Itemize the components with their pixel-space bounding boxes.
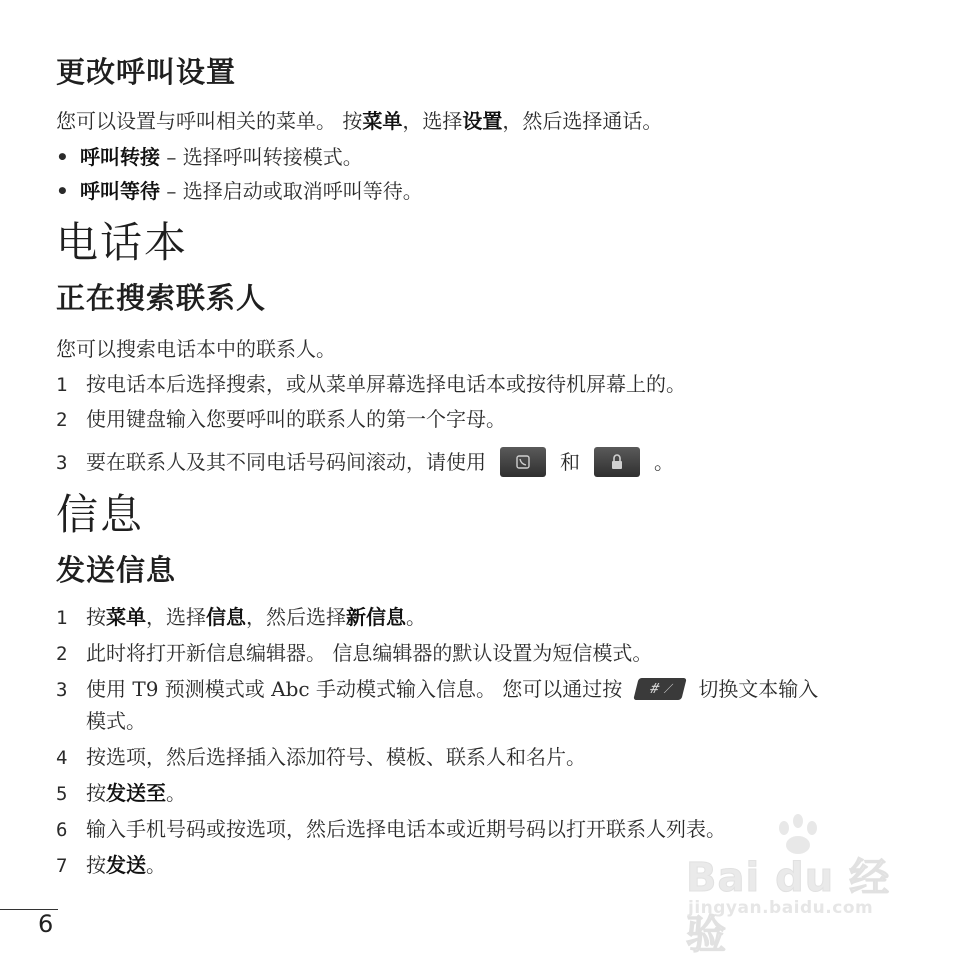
page-number: 6 [38, 910, 54, 938]
subsection-title-send-message: 发送信息 [56, 553, 177, 587]
section-title-messages: 信息 [56, 490, 145, 539]
bullet-call-waiting: • 呼叫等待 – 选择启动或取消呼叫等待。 [56, 179, 423, 203]
call-settings-intro: 您可以设置与呼叫相关的菜单。 按菜单，选择设置，然后选择通话。 [56, 109, 663, 133]
hash-key-icon: # ⁄ [634, 678, 687, 700]
lock-key-icon [594, 447, 640, 477]
phonebook-intro: 您可以搜索电话本中的联系人。 [56, 337, 336, 361]
message-step: 7 按发送。 [56, 853, 166, 877]
phonebook-step: 3 要在联系人及其不同电话号码间滚动，请使用 和 。 [56, 446, 674, 479]
message-step: 6 输入手机号码或按选项，然后选择电话本或近期号码以打开联系人列表。 [56, 817, 726, 841]
message-step: 5 按发送至。 [56, 781, 186, 805]
phonebook-step: 2 使用键盘输入您要呼叫的联系人的第一个字母。 [56, 407, 506, 431]
baidu-watermark: Bai du 经验 jingyan.baidu.com [684, 812, 914, 922]
message-step: 2 此时将打开新信息编辑器。 信息编辑器的默认设置为短信模式。 [56, 641, 653, 665]
section-title-phonebook: 电话本 [56, 218, 189, 267]
phonebook-step: 1 按电话本后选择搜索，或从菜单屏幕选择电话本或按待机屏幕上的。 [56, 372, 686, 396]
message-step: 3 使用 T9 预测模式或 Abc 手动模式输入信息。 您可以通过按 # ⁄ 切换文本输入 [56, 677, 819, 701]
section-title-call-settings: 更改呼叫设置 [56, 55, 237, 89]
bullet-call-forward: • 呼叫转接 – 选择呼叫转接模式。 [56, 145, 363, 169]
message-step-continuation: 模式。 [86, 709, 146, 733]
phone-key-icon [500, 447, 546, 477]
message-step: 4 按选项，然后选择插入添加符号、模板、联系人和名片。 [56, 745, 586, 769]
subsection-title-search-contacts: 正在搜索联系人 [56, 281, 267, 315]
message-step: 1 按菜单，选择信息，然后选择新信息。 [56, 605, 426, 629]
